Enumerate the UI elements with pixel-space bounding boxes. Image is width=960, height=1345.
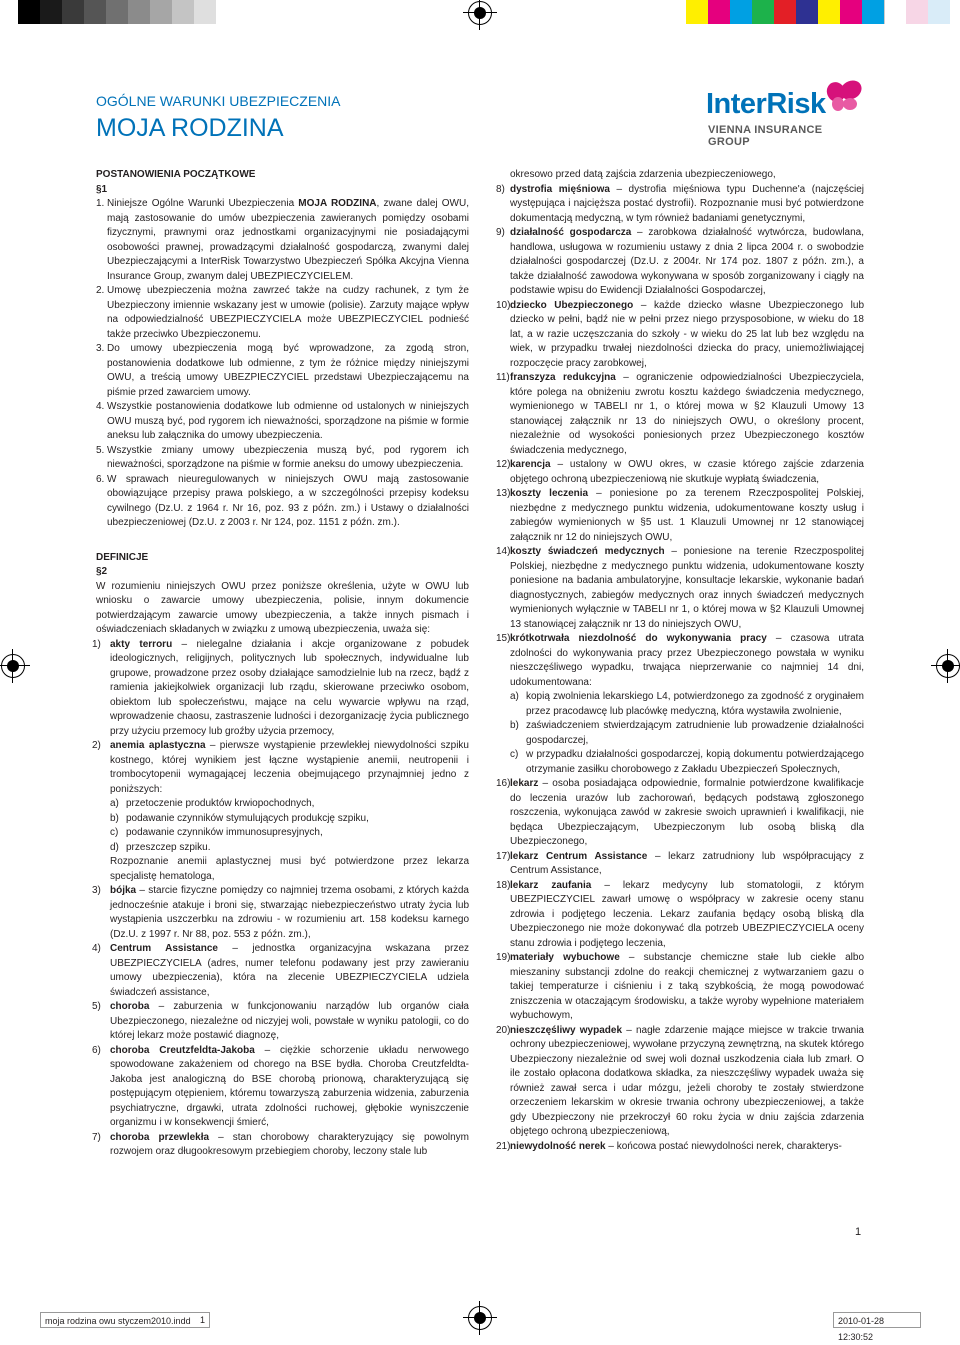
- definition-4: 4) Centrum Assistance – jednostka organizacyjna wskazana przez UBEZPIECZYCIELA (adres, numer telefonu podawany jest przy zawieraniu umowy ubezpieczenia), która na zlecenie UBEZPIECZYCIELA udziela świadczeń assistance,: [92, 943, 470, 998]
- registration-mark-bottom: [468, 1306, 492, 1330]
- definition-2d: d) przeszczep szpiku.: [110, 841, 211, 853]
- definitions-intro: W rozumieniu niniejszych OWU przez poniższe określenia, użyte w OWU lub wniosku o zawarcie umowy ubezpieczenia, polisie, innym dokumencie potwierdzającym zawarcie umowy ubezpieczenia, a także innych pismach i oświadczeniach składanych w związku z umową ubezpieczenia, uważa się:: [96, 580, 469, 635]
- footer-page: 1: [200, 1315, 206, 1325]
- definition-2: 2) anemia aplastyczna – pierwsze wystąpienie przewlekłej niewydolności szpiku kostnego, której wynikiem jest łączne wystąpienie anemii, neutropenii i trombocytopenii wymagającej leczenia obejmującego przynajmniej jedno z poniższych:: [92, 740, 469, 795]
- definition-19: 19) materiały wybuchowe – substancje chemiczne stałe lub ciekłe albo mieszaniny substancji zdolne do reakcji chemicznej z wytwarzaniem gazu o takiej temperaturze i ciśnieniu i z taką szybkością, że mogą powodować zniszczenia w otaczającym środowisku, a także wyroby wypełnione materiałem wybuchowym,: [496, 952, 865, 1021]
- definition-16: 16) lekarz – osoba posiadająca odpowiednie, formalnie potwierdzone kwalifikacje do leczenia urazów lub zachorowań, będących podstawą zgłoszonego roszczenia, wykonująca zawód w zakresie swoich uprawnień i kwalifikacji, nie będąca Ubezpieczającym, Ubezpieczonym lub osobą bliską dla Ubezpieczonego,: [496, 778, 864, 847]
- provision-5: 5. Wszystkie zmiany umowy ubezpieczenia muszą być, pod rygorem ich nieważności, sporządzone na piśmie w formie aneksu do umowy ubezpieczenia.: [96, 444, 469, 470]
- registration-mark-top: [468, 1, 492, 25]
- definition-2-end: Rozpoznanie anemii aplastycznej musi być potwierdzone przez lekarza specjalistę hematologa,: [110, 856, 469, 882]
- provision-2: 2. Umowę ubezpieczenia można zawrzeć także na cudzy rachunek, z tym że Ubezpieczony imiennie wskazany jest w umowie (polisie). Zarzuty mające wpływ na odpowiedzialność UBEZPIECZYCIELA może UBEZPIECZYCIEL podnieść także przeciwko Ubezpieczonemu.: [96, 285, 469, 340]
- definition-1: 1) akty terroru – nielegalne działania i akcje organizowane z pobudek ideologicznych, religijnych, politycznych lub społecznych, indywidualne lub grupowe, prowadzone przez osoby działające samodzielnie lub na rzecz, bądź z ramienia jakiejkolwiek organizacji lub rządu, skierowane przeciwko osobom, obiektom lub społeczeństwu, mające na celu wywarcie wpływu na rząd, wprowadzenie chaosu, zastraszenie ludności i dezorganizację życia publicznego przy użyciu przemocy lub groźby użycia przemocy,: [92, 638, 469, 737]
- definition-6: 6) choroba Creutzfeldta-Jakoba – ciężkie schorzenie układu nerwowego spowodowane zakażeniem od chorego na BSE bydła. Choroba Creutzfeldta-Jakoba jest analogiczną do BSE chorobą prionową, charakteryzującą się postępującym otępieniem, któremu towarzyszą zaburzenia widzenia, zaburzenia psychiatryczne, drgawki, utrata zdolności ruchowej, głębokie wyniszczenie organizmu i w konsekwencji śmierć,: [92, 1044, 469, 1128]
- definition-15: 15) krótkotrwała niezdolność do wykonywania pracy – czasowa utrata zdolności do wykonywania pracy przez Ubezpieczonego powstała w wyniku nieszczęśliwego wypadku, trwająca nieprzerwanie co najmniej 14 dni, udokumentowana:: [496, 633, 864, 688]
- definition-13: 13) koszty leczenia – poniesione po za terenem Rzeczpospolitej Polskiej, niezbędne z medycznego punktu widzenia, udokumentowane koszty usług i zabiegów wymienionych w §5 ust. 1 Klauzuli Umownej nr 12 stanowiącej załącznik nr 12 do niniejszych OWU,: [496, 488, 865, 543]
- section-number-1: §1: [96, 183, 108, 195]
- document-title: MOJA RODZINA: [96, 114, 284, 142]
- provision-3: 3. Do umowy ubezpieczenia mogą być wprowadzone, za zgodą stron, postanowienia dodatkowe lub odmienne, z tym że różnice między niniejszymi OWU, a treścią umowy UBEZPIECZYCIEL przedstawi Ubezpieczającemu na piśmie przed zawarciem umowy.: [96, 343, 469, 398]
- definition-15b: b) zaświadczeniem stwierdzającym zatrudnienie lub prowadzenie działalności gospodarczej,: [510, 720, 864, 746]
- definition-7-cont: okresowo przed datą zajścia zdarzenia ubezpieczeniowego,: [510, 169, 776, 180]
- definition-5: 5) choroba – zaburzenia w funkcjonowaniu narządów lub organów ciała Ubezpieczonego, niezależne od niczyjej woli, powstałe w wyniku patologii, co do której lekarz może postawić diagnozę,: [92, 1001, 469, 1041]
- definition-17: 17) lekarz Centrum Assistance – lekarz zatrudniony lub współpracujący z Centrum Assistance,: [496, 850, 864, 876]
- definition-10: 10) dziecko Ubezpieczonego – każde dziecko własne Ubezpieczonego lub dziecko w pełni, bądź nie w pełni przez niego przysposobione, w wieku do 18 lat, a w razie uczęszczania do szkoły - w wieku do 25 lat lub bez względu na wiek, w przypadku trwałej niezdolności dziecka do pracy, uniemożliwiającej rozpoczęcie pracy zarobkowej,: [496, 299, 865, 369]
- section-heading-definitions: DEFINICJE: [96, 551, 149, 563]
- document-subtitle: OGÓLNE WARUNKI UBEZPIECZENIA: [96, 93, 341, 109]
- right-column: [496, 168, 864, 1154]
- logo-subtitle: VIENNA INSURANCE GROUP: [708, 124, 823, 148]
- section-number-2: §2: [96, 566, 108, 577]
- definition-2c: c) podawanie czynników immunosupresyjnych,: [110, 827, 323, 838]
- footer-date: 2010-01-28 12:30:52: [833, 1312, 921, 1328]
- definition-15a: a) kopią zwolnienia lekarskiego L4, potwierdzonego za zgodność z oryginałem przez pracodawcę lub placówkę medyczną, która wystawiła zwolnienie,: [510, 691, 864, 717]
- definition-3: 3) bójka – starcie fizyczne pomiędzy co najmniej trzema osobami, z których każda jednocześnie atakuje i broni się, stwarzając niebezpieczeństwo utraty życia lub wystąpienia uszczerbku na zdrowiu - w rozumieniu art. 158 kodeksu karnego (Dz.U. z 1997 r. Nr 88, poz. 553 z późn. zm.),: [92, 885, 469, 940]
- definition-12: 12) karencja – ustalony w OWU okres, w czasie którego zajście zdarzenia objętego ochroną ubezpieczeniową nie skutkuje wypłatą świadczenia,: [496, 459, 864, 485]
- registration-mark-right: [936, 654, 960, 678]
- page-number: 1: [855, 1226, 862, 1238]
- definition-20: 20) nieszczęśliwy wypadek – nagłe zdarzenie mające miejsce w trakcie trwania ochrony ubezpieczeniowej, wywołane przyczyną zewnętrzną, na skutek którego Ubezpieczony niezależnie od swej woli doznał uszkodzenia ciała lub zmarł. O ile zostało opłacona dodatkowa składka, za nieszczęśliwy wypadek uważa się również zawał serca i udar mózgu, jeżeli choroby te zostały stwierdzone orzeczeniem lekarskim w okresie trwania ochrony ubezpieczeniowej, a także gdy Ubezpieczony nie przekroczył 60 roku życia w dniu zajścia zdarzenia objętego ochroną ubezpieczeniową,: [496, 1024, 864, 1137]
- interrisk-logo: [706, 80, 866, 148]
- butterfly-icon: [824, 80, 866, 112]
- definition-21: 21) niewydolność nerek – końcowa postać niewydolności nerek, charakterys-: [496, 1140, 842, 1152]
- registration-mark-left: [1, 654, 25, 678]
- definition-18: 18) lekarz zaufania – lekarz medycyny lub stomatologii, z którym UBEZPIECZYCIEL zawarł umowę o współpracy w zakresie oceny stanu zdrowia i podjętego leczenia. Lekarz zaufania będący osobą bliską dla Ubezpieczonego nie może dokonywać dla potrzeb UBEZPIECZYCIELA oceny stanu zdrowia i podjętego leczenia,: [496, 879, 864, 949]
- definition-8: 8) dystrofia mięśniowa – dystrofia mięśniowa typu Duchenne'a (najczęściej występująca i najcięższa postać dystrofii). Rozpoznanie musi być potwierdzone dokumentacją medyczną, w tym również badaniami genetycznymi,: [496, 183, 864, 224]
- spacer: [96, 531, 469, 551]
- definition-15c: c) w przypadku działalności gospodarczej, kopią dokumentu potwierdzającego otrzymanie zasiłku chorobowego z Zakładu Ubezpieczeń Społecznych,: [510, 749, 864, 775]
- footer-filename: moja rodzina owu styczem2010.indd: [40, 1312, 210, 1328]
- definition-2a: a) przetoczenie produktów krwiopochodnych,: [110, 798, 315, 809]
- definition-11: 11) franszyza redukcyjna – ograniczenie odpowiedzialności Ubezpieczyciela, które polega na obniżeniu zwrotu kosztu każdego świadczenia medycznego, wymienionego w TABELI nr 1, o której mowa w §2 Klauzuli Umowy 13 stanowiącej załącznik nr 13 do niniejszych OWU, o określony procent, niezależnie od wysokości poniesionych przez Ubezpieczonego kosztów świadczenia medycznego,: [496, 372, 864, 456]
- left-column: [92, 168, 470, 1160]
- provision-4: 4. Wszystkie postanowienia dodatkowe lub odmienne od ustalonych w niniejszych OWU muszą być, pod rygorem ich nieważności, sporządzone na piśmie w formie aneksu lub załącznika do umowy ubezpieczenia.: [96, 401, 469, 441]
- section-heading-provisions: POSTANOWIENIA POCZĄTKOWE: [96, 169, 256, 180]
- provision-6: 6. W sprawach nieuregulowanych w niniejszych OWU mają zastosowanie obowiązujące przepisy prawa polskiego, a w szczególności przepisy kodeksu cywilnego (Dz.U. z 1964 r. Nr 16, poz. 93 z późn. zm.) i Ustawy o działalności ubezpieczeniowej (Dz.U. z 2003 r. Nr 124, poz. 1151 z późn. zm.).: [96, 473, 469, 528]
- logo-name: InterRisk: [706, 88, 826, 120]
- definition-7: 7) choroba przewlekła – stan chorobowy charakteryzujący się powolnym rozwojem oraz długookresowym przebiegiem choroby, leczony stale lub: [92, 1131, 469, 1157]
- definition-2b: b) podawanie czynników stymulujących produkcję szpiku,: [110, 812, 369, 824]
- definition-9: 9) działalność gospodarcza – zarobkowa działalność wytwórcza, budowlana, handlowa, usługowa w rozumieniu ustawy z dnia 2 lipca 2004 r. o swobodzie działalności gospodarczej (Dz.U. z 2004r. Nr 174 poz. 1807 z późn. zm.), a także działalność zawodowa wykonywana w sposób zorganizowany i ciągły na podstawie wpisu do Ewidencji Działalności Gospodarczej,: [496, 227, 864, 296]
- provision-1: 1. Niniejsze Ogólne Warunki Ubezpieczenia MOJA RODZINA, zwane dalej OWU, mają zastosowanie do umów ubezpieczenia zawieranych pomiędzy osobami fizycznymi, prawnymi oraz jednostkami organizacyjnymi nie posiadającymi osobowości prawnej, prowadzącymi działalność gospodarczą, zwanymi dalej Ubezpieczającymi a InterRisk Towarzystwo Ubezpieczeń Spółka Akcyjna Vienna Insurance Group, zwanym dalej UBEZPIECZYCIELEM.: [96, 198, 469, 282]
- definition-14: 14) koszty świadczeń medycznych – poniesione na terenie Rzeczpospolitej Polskiej, niezbędne z medycznego punktu widzenia, udokumentowane koszty poniesione na badania ambulatoryjne, konsultacje lekarskie, wykonanie badań diagnostycznych, zabiegów medycznych oraz innych świadczeń medycznych wymienionych wyłącznie w TABELI nr 1, o której mowa w §2 Klauzuli Umownej 13 stanowiącej załącznik nr 13 do niniejszych OWU,: [496, 546, 864, 630]
